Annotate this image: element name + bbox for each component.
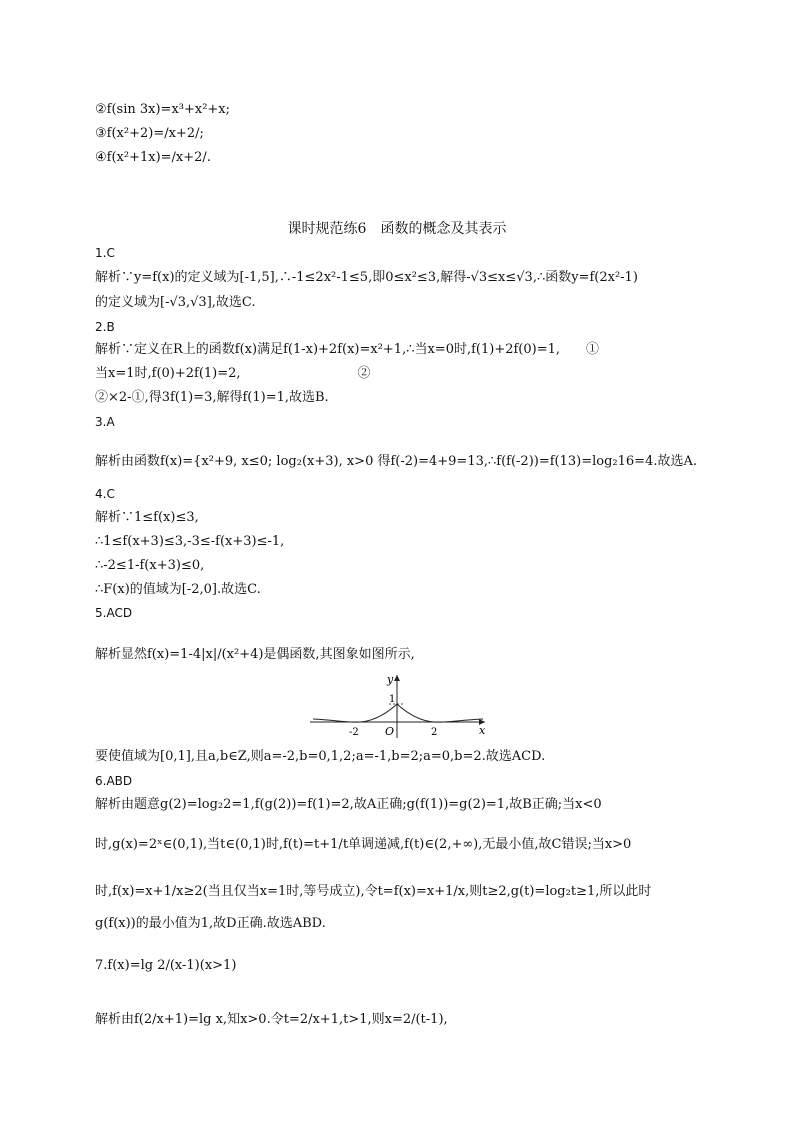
analysis-3: 解析由函数f(x)={x²+9, x≤0; log₂(x+3), x>0 得f(-2)=4+9=13,∴f(f(-2))=f(13)=log₂16=4.故选A. — [95, 454, 697, 469]
item-3: ③f(x²+2)=/x+2/; — [95, 126, 204, 141]
item-2: ②f(sin 3x)=x³+x²+x; — [95, 102, 231, 117]
analysis-5a: 解析显然f(x)=1-4|x|/(x²+4)是偶函数,其图象如图所示, — [95, 647, 415, 662]
analysis-2c: ②×2-①,得3f(1)=3,解得f(1)=1,故选B. — [95, 390, 329, 405]
analysis-6d: g(f(x))的最小值为1,故D正确.故选ABD. — [95, 916, 326, 931]
answer-6: 6.ABD — [95, 774, 133, 788]
analysis-1b: 的定义域为[-√3,√3],故选C. — [95, 295, 256, 310]
answer-1: 1.C — [95, 246, 115, 260]
analysis-6c: 时,f(x)=x+1/x≥2(当且仅当x=1时,等号成立),令t=f(x)=x+1/x,则t≥2,g(t)=log₂t≥1,所以此时 — [95, 884, 652, 899]
analysis-5b: 要使值域为[0,1],且a,b∈Z,则a=-2,b=0,1,2;a=-1,b=2;a=0,b=2.故选ACD. — [95, 749, 546, 764]
analysis-4b: ∴1≤f(x+3)≤3,-3≤-f(x+3)≤-1, — [95, 534, 285, 549]
analysis-7: 解析由f(2/x+1)=lg x,知x>0.令t=2/x+1,t>1,则x=2/(t-1), — [95, 1012, 448, 1027]
answer-2: 2.B — [95, 320, 115, 334]
analysis-4d: ∴F(x)的值域为[-2,0].故选C. — [95, 582, 261, 597]
analysis-6b: 时,g(x)=2ˣ∈(0,1),当t∈(0,1)时,f(t)=t+1/t单调递减,f(t)∈(2,+∞),无最小值,故C错误;当x>0 — [95, 837, 632, 852]
answer-3: 3.A — [95, 415, 115, 429]
item-4: ④f(x²+1x)=/x+2/. — [95, 150, 211, 165]
graph-tick-neg2: -2 — [349, 727, 359, 738]
section-title: 课时规范练6 函数的概念及其表示 — [287, 221, 507, 237]
analysis-2b: 当x=1时,f(0)+2f(1)=2, ② — [95, 366, 371, 381]
graph-y-label: y — [387, 673, 394, 686]
graph-origin: O — [385, 725, 395, 738]
graph-tick-2: 2 — [431, 727, 438, 738]
answer-4: 4.C — [95, 487, 115, 501]
analysis-4a: 解析∵1≤f(x)≤3, — [95, 510, 199, 525]
analysis-4c: ∴-2≤1-f(x+3)≤0, — [95, 558, 205, 573]
analysis-2a: 解析∵定义在R上的函数f(x)满足f(1-x)+2f(x)=x²+1,∴当x=0时,f(1)+2f(0)=1, ① — [95, 342, 600, 357]
graph-one: 1 — [389, 694, 396, 705]
graph-x-label: x — [479, 724, 486, 737]
function-graph — [305, 670, 490, 740]
analysis-1a: 解析∵y=f(x)的定义域为[-1,5],∴-1≤2x²-1≤5,即0≤x²≤3,解得-√3≤x≤√3,∴函数y=f(2x²-1) — [95, 270, 638, 285]
answer-7: 7.f(x)=lg 2/(x-1)(x>1) — [95, 958, 237, 973]
analysis-6a: 解析由题意g(2)=log₂2=1,f(g(2))=f(1)=2,故A正确;g(f(1))=g(2)=1,故B正确;当x<0 — [95, 797, 602, 812]
answer-5: 5.ACD — [95, 606, 133, 620]
